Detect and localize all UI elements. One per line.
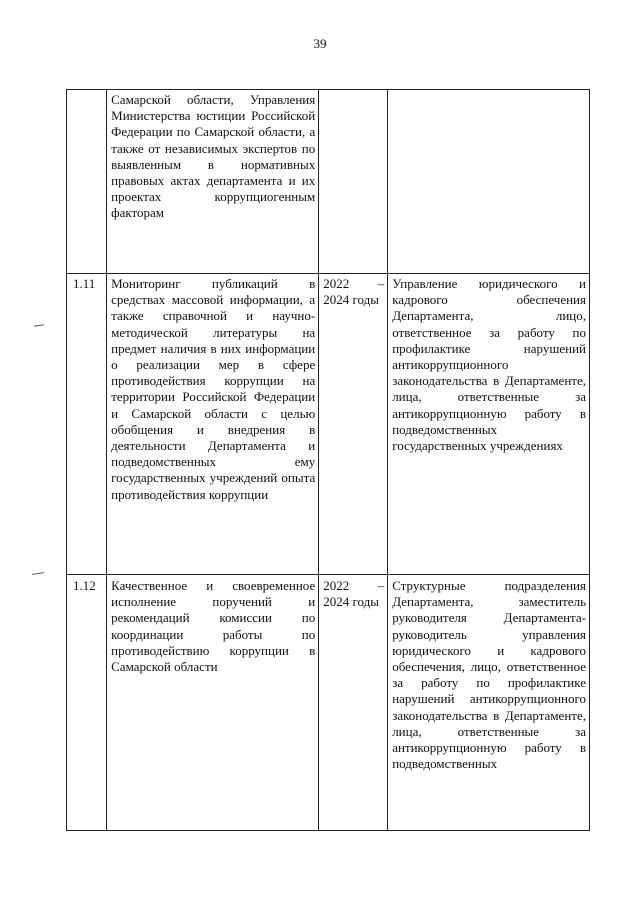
cell-responsible — [388, 575, 590, 831]
term-dash: – — [377, 276, 385, 291]
term-first-line — [323, 276, 384, 292]
page-number: 39 — [313, 36, 327, 51]
term-year: 2022 — [323, 578, 350, 593]
table-row — [67, 274, 590, 575]
scan-mark — [34, 324, 44, 326]
description-text: Качественное и своевременное исполнение поручений и рекомендаций комиссии по координации работы по противодействию коррупции в Самарской области — [111, 578, 316, 675]
term-rest: 2024 годы — [323, 594, 379, 610]
description-text: Самарской области, Управления Министерства юстиции Российской Федерации по Самарской области, а также от независимых экспертов по выявленным в нормативных правовых актах департамента и их проектах коррупциогенным факторам — [111, 92, 316, 221]
cell-number-empty — [67, 90, 107, 274]
cell-description — [107, 90, 319, 274]
responsible-text: Управление юридического и кадрового обеспечения Департамента, лицо, ответственное за работу по профилактике нарушений антикоррупционного законодательства в Департаменте, лица, ответственные за антикоррупционную работу в подведомственных государственных учреждениях — [392, 276, 586, 454]
term-rest: 2024 годы — [323, 292, 379, 308]
measures-table — [66, 89, 590, 831]
responsible-text: Структурные подразделения Департамента, заместитель руководителя Департамента-руководитель управления юридического и кадрового обеспечения, лицо, ответственное за работу по профилактике нарушений антикоррупционного законодательства в Департаменте, лица, ответственные за антикоррупционную работу в подведомственных — [392, 578, 586, 772]
table-row-continued — [67, 90, 590, 274]
cell-number: 1.11 — [67, 274, 107, 575]
cell-description — [107, 274, 319, 575]
cell-responsible-empty — [388, 90, 590, 274]
cell-term — [319, 274, 388, 575]
term-dash: – — [377, 578, 385, 593]
cell-number: 1.12 — [67, 575, 107, 831]
cell-responsible — [388, 274, 590, 575]
term-first-line — [323, 578, 384, 594]
cell-term — [319, 575, 388, 831]
scan-mark — [32, 572, 44, 575]
table-row — [67, 575, 590, 831]
term-year: 2022 — [323, 276, 350, 291]
cell-term-empty — [319, 90, 388, 274]
cell-description — [107, 575, 319, 831]
description-text: Мониторинг публикаций в средствах массовой информации, а также справочной и научно-методической литературы на предмет наличия в них информации о реализации мер в сфере противодействия коррупции на территории Российской Федерации и Самарской области с целью обобщения и внедрения в деятельности Департамента и подведомственных ему государственных учреждений опыта противодействия коррупции — [111, 276, 316, 502]
